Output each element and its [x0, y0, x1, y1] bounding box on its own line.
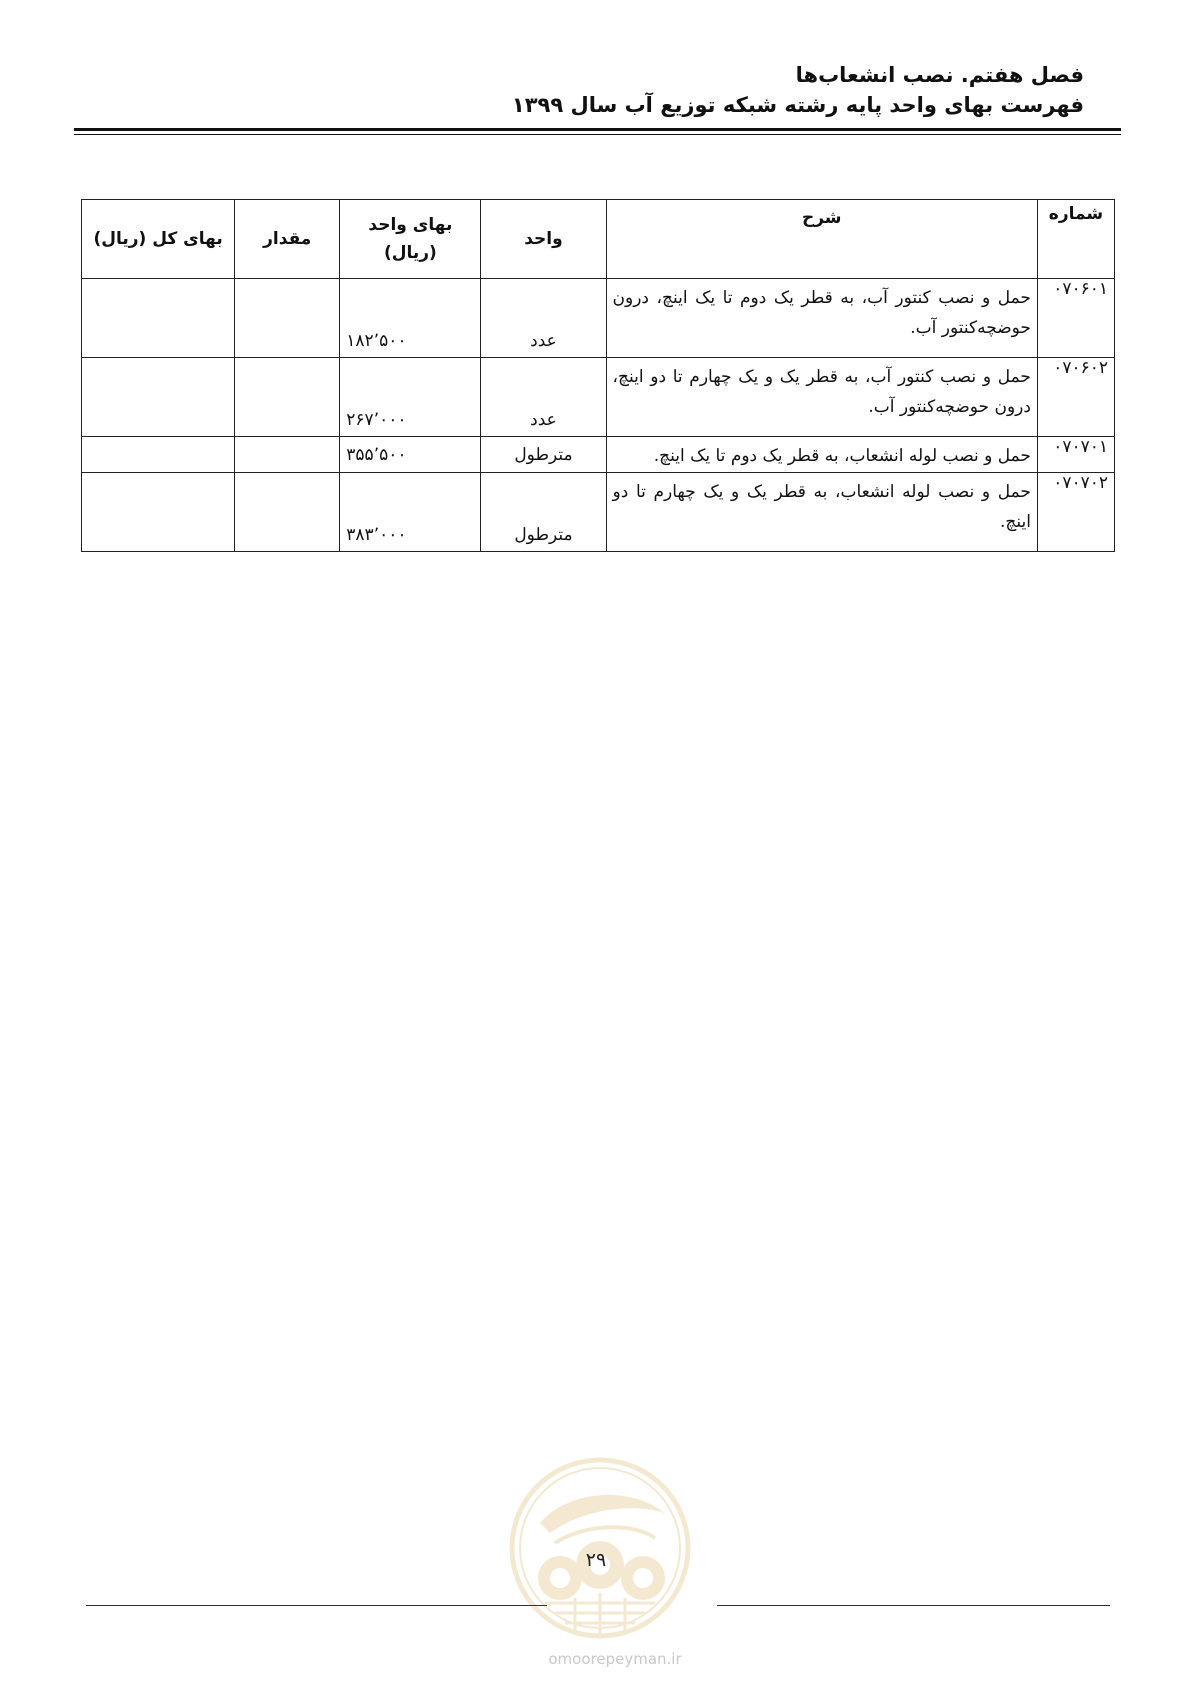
- row-number: ۰۷۰۷۰۲: [1037, 473, 1114, 552]
- row-unit: عدد: [481, 279, 606, 358]
- table-row: [82, 437, 1115, 473]
- row-unit-price: ۳۵۵٬۵۰۰: [340, 437, 481, 473]
- row-description: حمل و نصب لوله انشعاب، به قطر یک دوم تا یک اینچ.: [606, 437, 1037, 473]
- col-header-unit-price-label: بهای واحد: [368, 215, 453, 235]
- row-unit: مترطول: [481, 473, 606, 552]
- price-list-table: [81, 199, 1115, 552]
- footer-rule-left: [86, 1605, 547, 1606]
- row-number: ۰۷۰۶۰۱: [1037, 279, 1114, 358]
- table-row: [82, 473, 1115, 552]
- header-rule-thick: [74, 128, 1121, 131]
- row-total: [82, 473, 235, 552]
- table-row: [82, 358, 1115, 437]
- table-row: [82, 279, 1115, 358]
- row-unit-price: ۳۸۳٬۰۰۰: [340, 473, 481, 552]
- row-unit-price: ۲۶۷٬۰۰۰: [340, 358, 481, 437]
- col-header-unit-price-currency: (ریال): [383, 243, 437, 263]
- row-unit: مترطول: [481, 437, 606, 473]
- row-description: حمل و نصب لوله انشعاب، به قطر یک و یک چهارم تا دو اینچ.: [606, 473, 1037, 552]
- row-quantity: [235, 279, 340, 358]
- row-description: حمل و نصب کنتور آب، به قطر یک و یک چهارم تا دو اینچ، درون حوضچه‌کنتور آب.: [606, 358, 1037, 437]
- col-header-description: شرح: [606, 200, 1037, 279]
- col-header-number: شماره: [1037, 200, 1114, 279]
- row-total: [82, 279, 235, 358]
- row-quantity: [235, 437, 340, 473]
- row-number: ۰۷۰۷۰۱: [1037, 437, 1114, 473]
- col-header-unit: واحد: [481, 200, 606, 279]
- col-header-total: بهای کل (ریال): [82, 200, 235, 279]
- page-number: ۲۹: [585, 1549, 607, 1571]
- table-header-row: [82, 200, 1115, 279]
- watermark-url: omoorepeyman.ir: [548, 1650, 682, 1668]
- col-header-unit-price: [340, 200, 481, 279]
- chapter-title: فصل هفتم. نصب انشعاب‌ها: [795, 63, 1084, 87]
- row-quantity: [235, 358, 340, 437]
- row-unit-price: ۱۸۲٬۵۰۰: [340, 279, 481, 358]
- row-total: [82, 437, 235, 473]
- footer-rule-right: [717, 1605, 1110, 1606]
- omoorepeyman-logo-watermark: [505, 1453, 695, 1643]
- row-description: حمل و نصب کنتور آب، به قطر یک دوم تا یک اینچ، درون حوضچه‌کنتور آب.: [606, 279, 1037, 358]
- row-number: ۰۷۰۶۰۲: [1037, 358, 1114, 437]
- row-quantity: [235, 473, 340, 552]
- header-rule-thin: [74, 134, 1121, 135]
- row-unit: عدد: [481, 358, 606, 437]
- page-header: [64, 60, 1084, 120]
- col-header-quantity: مقدار: [235, 200, 340, 279]
- document-title: فهرست بهای واحد پایه رشته شبکه توزیع آب سال ۱۳۹۹: [511, 93, 1084, 117]
- row-total: [82, 358, 235, 437]
